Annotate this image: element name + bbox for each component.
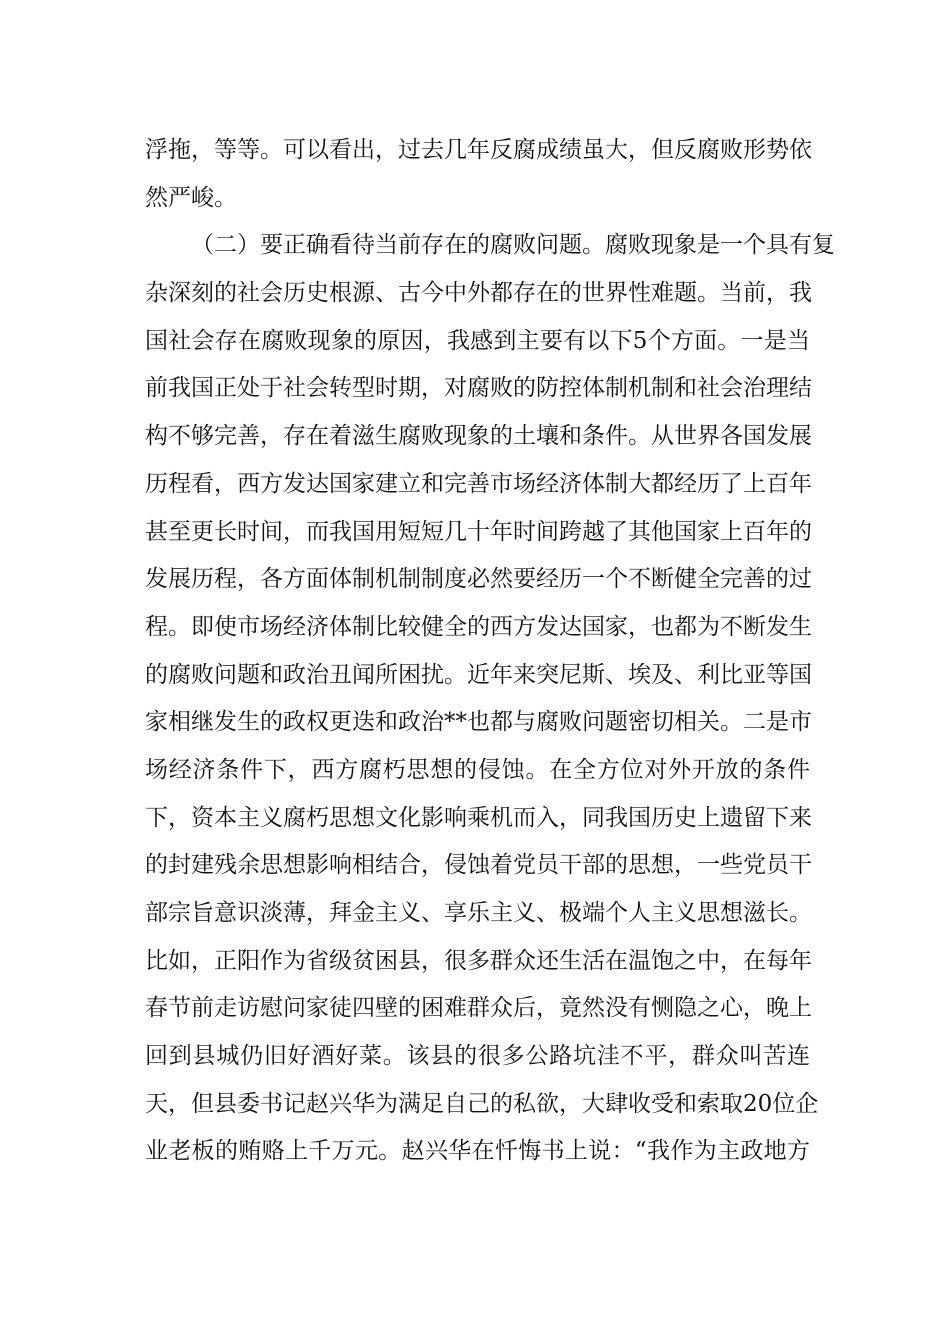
text-line: 甚至更长时间，而我国用短短几十年时间跨越了其他国家上百年的	[145, 518, 812, 545]
text-line: 然严峻。	[145, 184, 237, 211]
text-line: 发展历程，各方面体制机制制度必然要经历一个不断健全完善的过	[145, 566, 812, 593]
text-line: 杂深刻的社会历史根源、古今中外都存在的世界性难题。当前，我	[145, 280, 812, 307]
text-line: 场经济条件下，西方腐朽思想的侵蚀。在全方位对外开放的条件	[145, 756, 810, 783]
paragraph-first-line: （二）要正确看待当前存在的腐败问题。腐败现象是一个具有复	[191, 232, 835, 259]
text-line: 比如，正阳作为省级贫困县，很多群众还生活在温饱之中，在每年	[145, 947, 812, 974]
text-line: 天，但县委书记赵兴华为满足自己的私欲，大肆收受和索取20位企	[145, 1090, 819, 1117]
text-line: 春节前走访慰问家徒四壁的困难群众后，竟然没有恻隐之心，晚上	[145, 995, 812, 1022]
text-line: 的腐败问题和政治丑闻所困扰。近年来突尼斯、埃及、利比亚等国	[145, 661, 812, 688]
text-line: 构不够完善，存在着滋生腐败现象的土壤和条件。从世界各国发展	[145, 423, 812, 450]
text-line: 浮拖，等等。可以看出，过去几年反腐成绩虽大，但反腐败形势依	[145, 137, 812, 163]
text-line: 的封建残余思想影响相结合，侵蚀着党员干部的思想，一些党员干	[145, 852, 812, 879]
text-line: 国社会存在腐败现象的原因，我感到主要有以下5个方面。一是当	[145, 327, 810, 354]
text-line: 历程看，西方发达国家建立和完善市场经济体制大都经历了上百年	[145, 470, 812, 497]
text-line: 业老板的贿赂上千万元。赵兴华在忏悔书上说：“我作为主政地方	[145, 1138, 810, 1165]
text-line: 回到县城仍旧好酒好菜。该县的很多公路坑洼不平，群众叫苦连	[145, 1043, 810, 1070]
text-line: 程。即使市场经济体制比较健全的西方发达国家，也都为不断发生	[145, 613, 812, 640]
text-line: 下，资本主义腐朽思想文化影响乘机而入，同我国历史上遗留下来	[145, 804, 812, 831]
text-line: 前我国正处于社会转型时期，对腐败的防控体制机制和社会治理结	[145, 375, 812, 402]
body-text	[145, 127, 835, 1176]
text-line: 家相继发生的政权更迭和政治**也都与腐败问题密切相关。二是市	[145, 709, 812, 736]
text-line: 部宗旨意识淡薄，拜金主义、享乐主义、极端个人主义思想滋长。	[145, 900, 812, 926]
